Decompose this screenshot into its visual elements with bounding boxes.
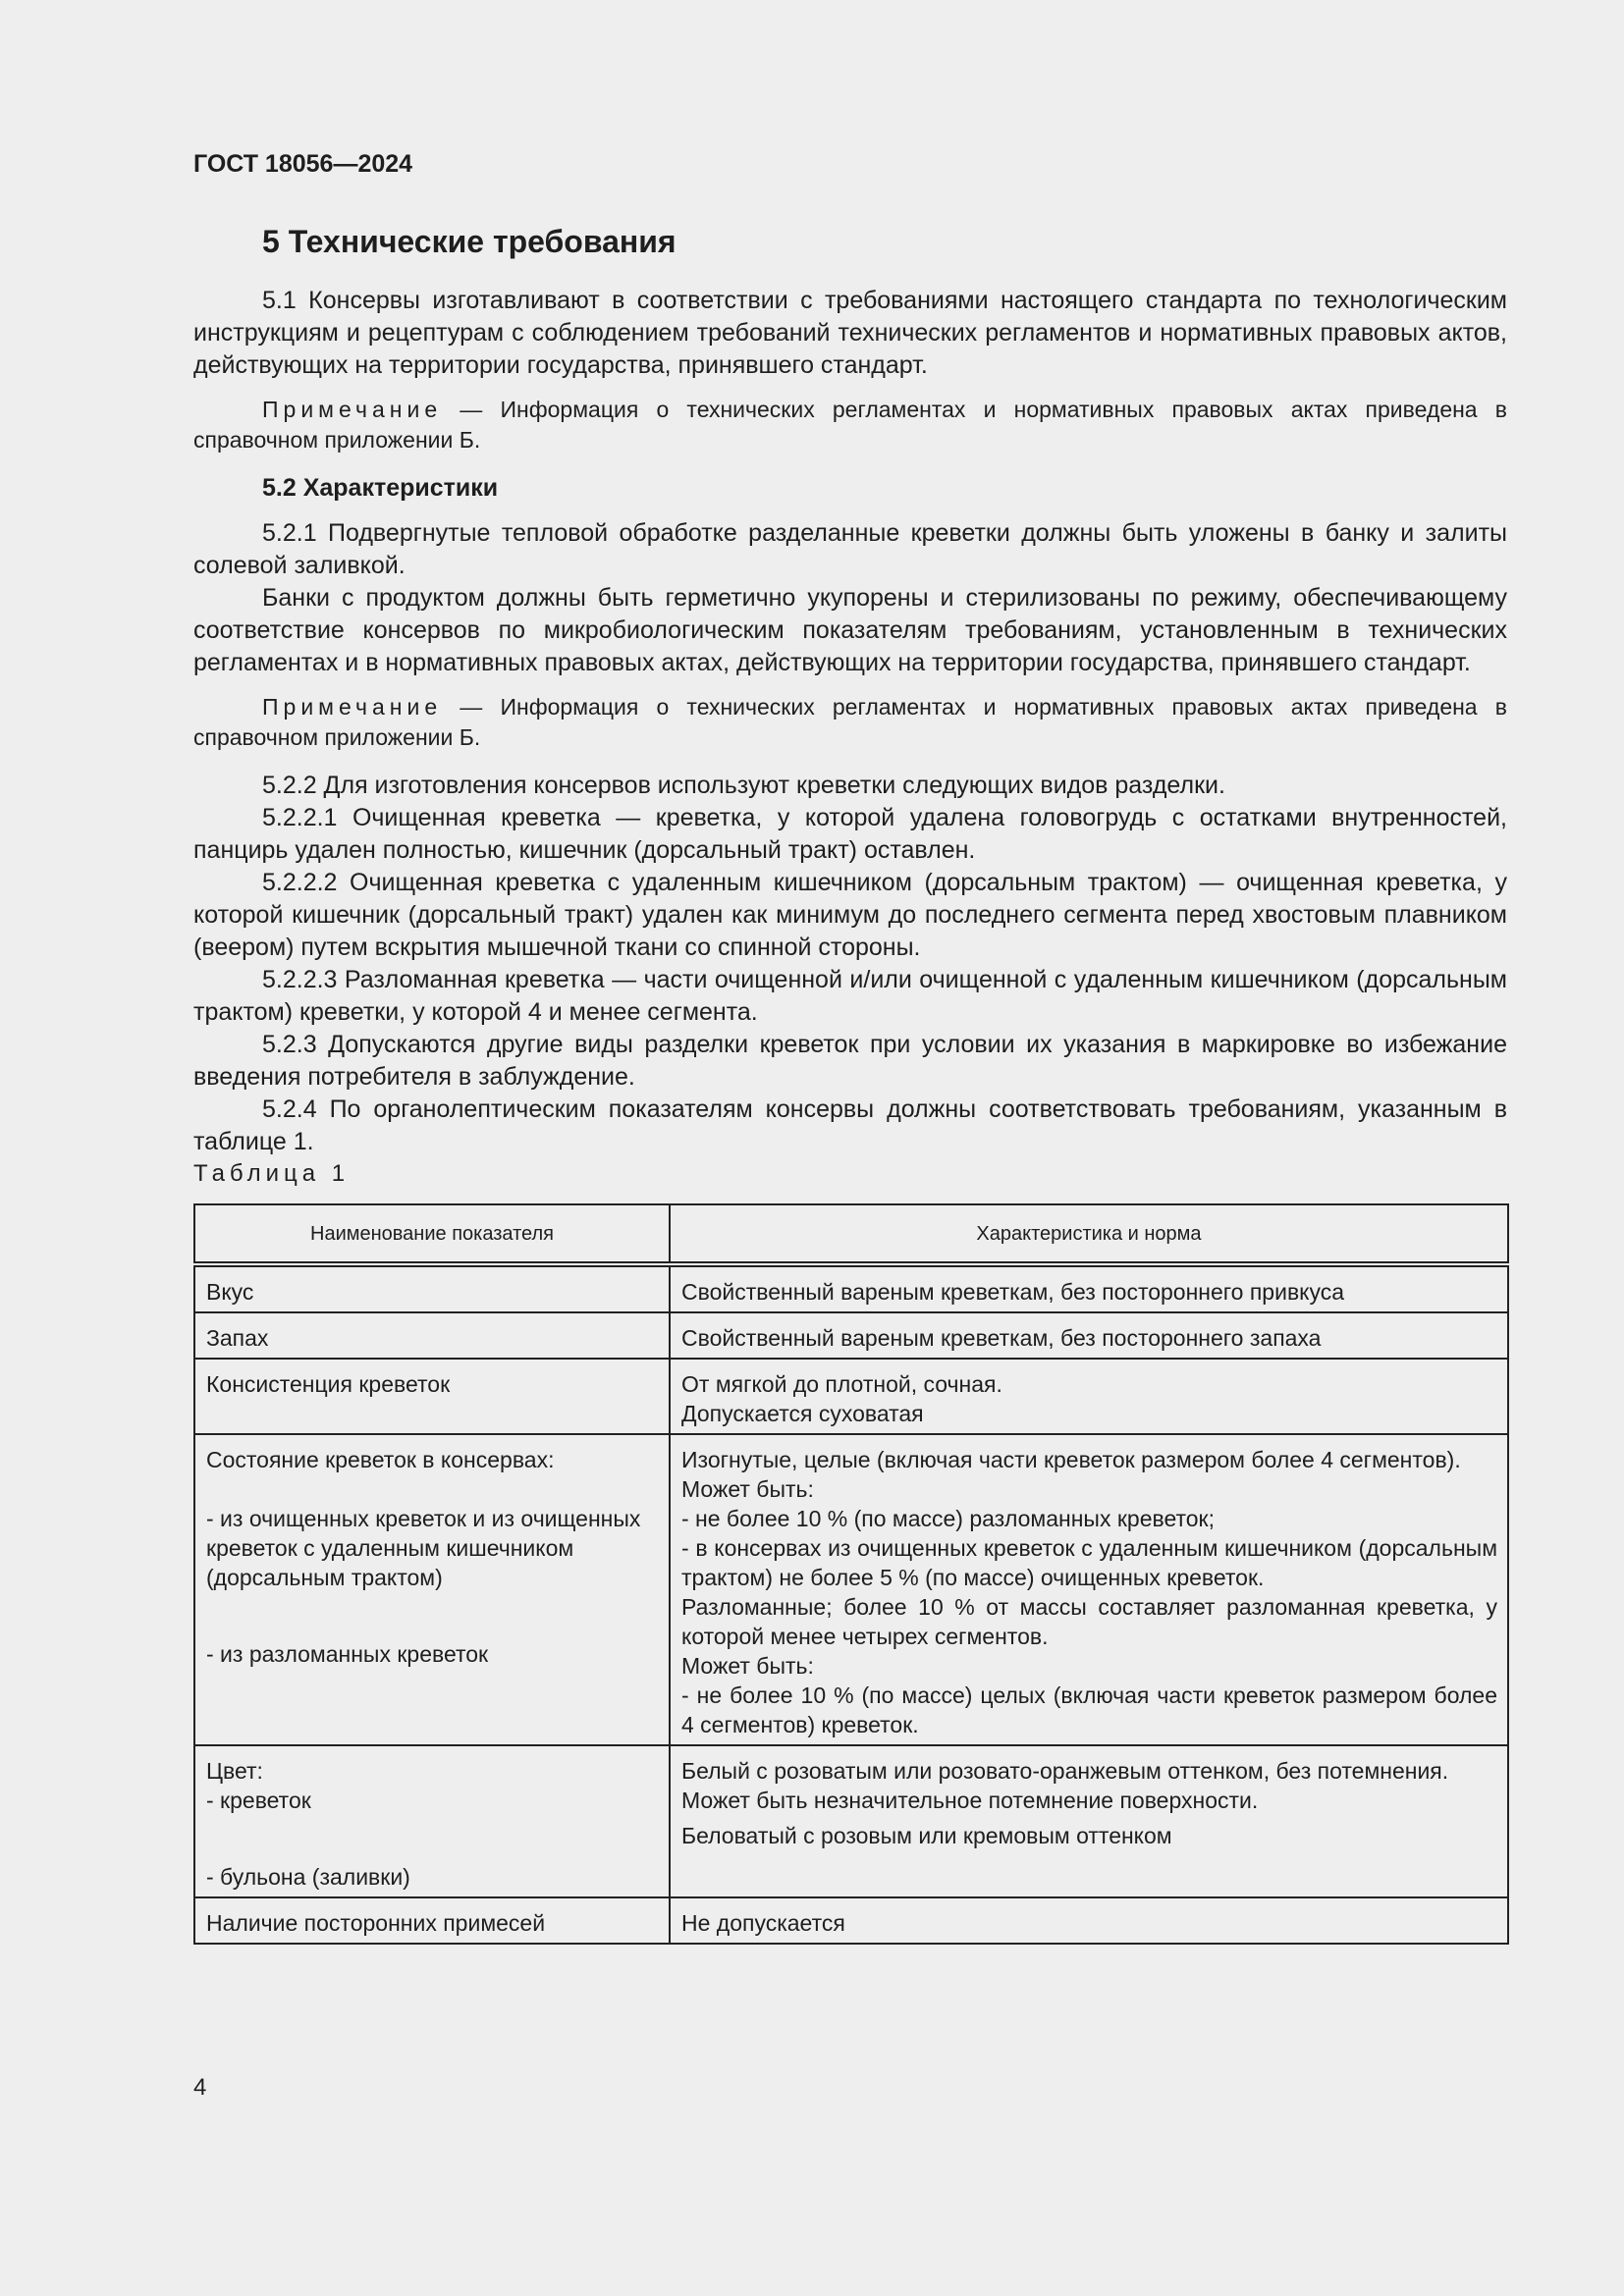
norm-cell — [670, 1745, 1508, 1897]
indicator-subitem: - креветок — [206, 1788, 311, 1813]
norm-cell — [670, 1434, 1508, 1745]
note-1 — [193, 395, 1507, 455]
column-header-norm: Характеристика и норма — [670, 1204, 1508, 1264]
spacer — [206, 1474, 659, 1504]
note-text: — Информация о технических регламентах и нормативных правовых актах приведена в справочном приложении Б. — [193, 694, 1507, 750]
indicator-cell — [194, 1264, 670, 1312]
norm-cell — [670, 1359, 1508, 1434]
indicator-subitem: - бульона (заливки) — [206, 1864, 410, 1890]
norm-text: - в консервах из очищенных креветок с удаленным кишечником (дорсальным трактом) не более 5 % (по массе) очищенных креветок. — [681, 1535, 1497, 1590]
paragraph-5-2-2-3: 5.2.2.3 Разломанная креветка — части очищенной и/или очищенной с удаленным кишечником (дорсальным трактом) креветки, у которой 4 и менее сегмента. — [193, 966, 1507, 1026]
indicator-name: Вкус — [206, 1279, 254, 1305]
norm-text: Беловатый с розовым или кремовым оттенком — [681, 1823, 1172, 1848]
norm-text: - не более 10 % (по массе) разломанных креветок; — [681, 1506, 1216, 1531]
norm-text: Белый с розоватым или розовато-оранжевым оттенком, без потемнения. — [681, 1758, 1449, 1784]
table-row — [194, 1312, 1508, 1359]
norm-text: Допускается суховатая — [681, 1401, 924, 1426]
paragraph-5-2-2-1: 5.2.2.1 Очищенная креветка — креветка, у которой удалена головогрудь с остатками внутренностей, панцирь удален полностью, кишечник (дорсальный тракт) оставлен. — [193, 804, 1507, 864]
paragraph-5-2-1: 5.2.1 Подвергнутые тепловой обработке разделанные креветки должны быть уложены в банку и залиты солевой заливкой. — [193, 519, 1507, 579]
table-header-row — [194, 1204, 1508, 1264]
norm-text: Свойственный вареным креветкам, без постороннего привкуса — [681, 1279, 1345, 1305]
spacer — [206, 1815, 659, 1862]
paragraph-5-2-3: 5.2.3 Допускаются другие виды разделки креветок при условии их указания в маркировке во избежание введения потребителя в заблуждение. — [193, 1031, 1507, 1091]
table-row — [194, 1359, 1508, 1434]
note-2 — [193, 692, 1507, 753]
norm-text: Может быть: — [681, 1653, 814, 1679]
table-caption: Таблица 1 — [193, 1160, 351, 1187]
table-row — [194, 1745, 1508, 1897]
note-label: Примечание — [262, 694, 443, 720]
indicator-cell — [194, 1312, 670, 1359]
indicator-cell — [194, 1359, 670, 1434]
paragraph-5-1: 5.1 Консервы изготавливают в соответствии с требованиями настоящего стандарта по технологическим инструкциям и рецептурам с соблюдением требований технических регламентов и нормативных правовых актов, действующих на территории государства, принявшего стандарт. — [193, 287, 1507, 379]
document-code: ГОСТ 18056—2024 — [193, 150, 413, 178]
specification-table — [193, 1203, 1509, 1945]
norm-text: Не допускается — [681, 1910, 845, 1936]
norm-text: - не более 10 % (по массе) целых (включая части креветок размером более 4 сегментов) креветок. — [681, 1682, 1497, 1737]
paragraph-5-2-2: 5.2.2 Для изготовления консервов используют креветки следующих видов разделки. — [262, 772, 1225, 799]
table-row — [194, 1434, 1508, 1745]
spacer — [206, 1592, 659, 1639]
section-heading: 5 Технические требования — [262, 224, 677, 259]
note-label: Примечание — [262, 397, 443, 422]
norm-cell — [670, 1264, 1508, 1312]
table-row — [194, 1264, 1508, 1312]
paragraph-5-2-2-2: 5.2.2.2 Очищенная креветка с удаленным кишечником (дорсальным трактом) — очищенная креветка, у которой кишечник (дорсальный тракт) удален как минимум до последнего сегмента перед хвостовым плавником (веером) путем вскрытия мышечной ткани со спинной стороны. — [193, 869, 1507, 961]
norm-text: Изогнутые, целые (включая части креветок размером более 4 сегментов). — [681, 1447, 1461, 1472]
page-number: 4 — [193, 2074, 207, 2101]
indicator-name: Наличие посторонних примесей — [206, 1910, 546, 1936]
norm-cell — [670, 1897, 1508, 1944]
column-header-indicator: Наименование показателя — [194, 1204, 670, 1264]
norm-text: Может быть незначительное потемнение поверхности. — [681, 1788, 1259, 1813]
indicator-name: Цвет: — [206, 1758, 263, 1784]
indicator-name: Консистенция креветок — [206, 1371, 451, 1397]
note-text: — Информация о технических регламентах и нормативных правовых актах приведена в справочном приложении Б. — [193, 397, 1507, 453]
norm-text: Может быть: — [681, 1476, 814, 1502]
table-row — [194, 1897, 1508, 1944]
norm-cell — [670, 1312, 1508, 1359]
indicator-name: Состояние креветок в консервах: — [206, 1447, 555, 1472]
indicator-subitem: - из очищенных креветок и из очищенных креветок с удаленным кишечником (дорсальным трактом) — [206, 1506, 641, 1590]
indicator-cell — [194, 1745, 670, 1897]
indicator-cell — [194, 1434, 670, 1745]
indicator-name: Запах — [206, 1325, 269, 1351]
norm-text: Разломанные; более 10 % от массы составляет разломанная креветка, у которой менее четырех сегментов. — [681, 1594, 1497, 1649]
paragraph-5-2-4: 5.2.4 По органолептическим показателям консервы должны соответствовать требованиям, указанным в таблице 1. — [193, 1095, 1507, 1155]
norm-text: Свойственный вареным креветкам, без постороннего запаха — [681, 1325, 1322, 1351]
indicator-subitem: - из разломанных креветок — [206, 1641, 489, 1667]
indicator-cell — [194, 1897, 670, 1944]
document-body — [193, 285, 1507, 1945]
norm-text: От мягкой до плотной, сочная. — [681, 1371, 1002, 1397]
subsection-heading: 5.2 Характеристики — [262, 474, 499, 502]
paragraph-5-2-1-b: Банки с продуктом должны быть герметично укупорены и стерилизованы по режиму, обеспечивающему соответствие консервов по микробиологическим показателям требованиям, установленным в технических регламентах и в нормативных правовых актах, действующих на территории государства, принявшего стандарт. — [193, 584, 1507, 676]
